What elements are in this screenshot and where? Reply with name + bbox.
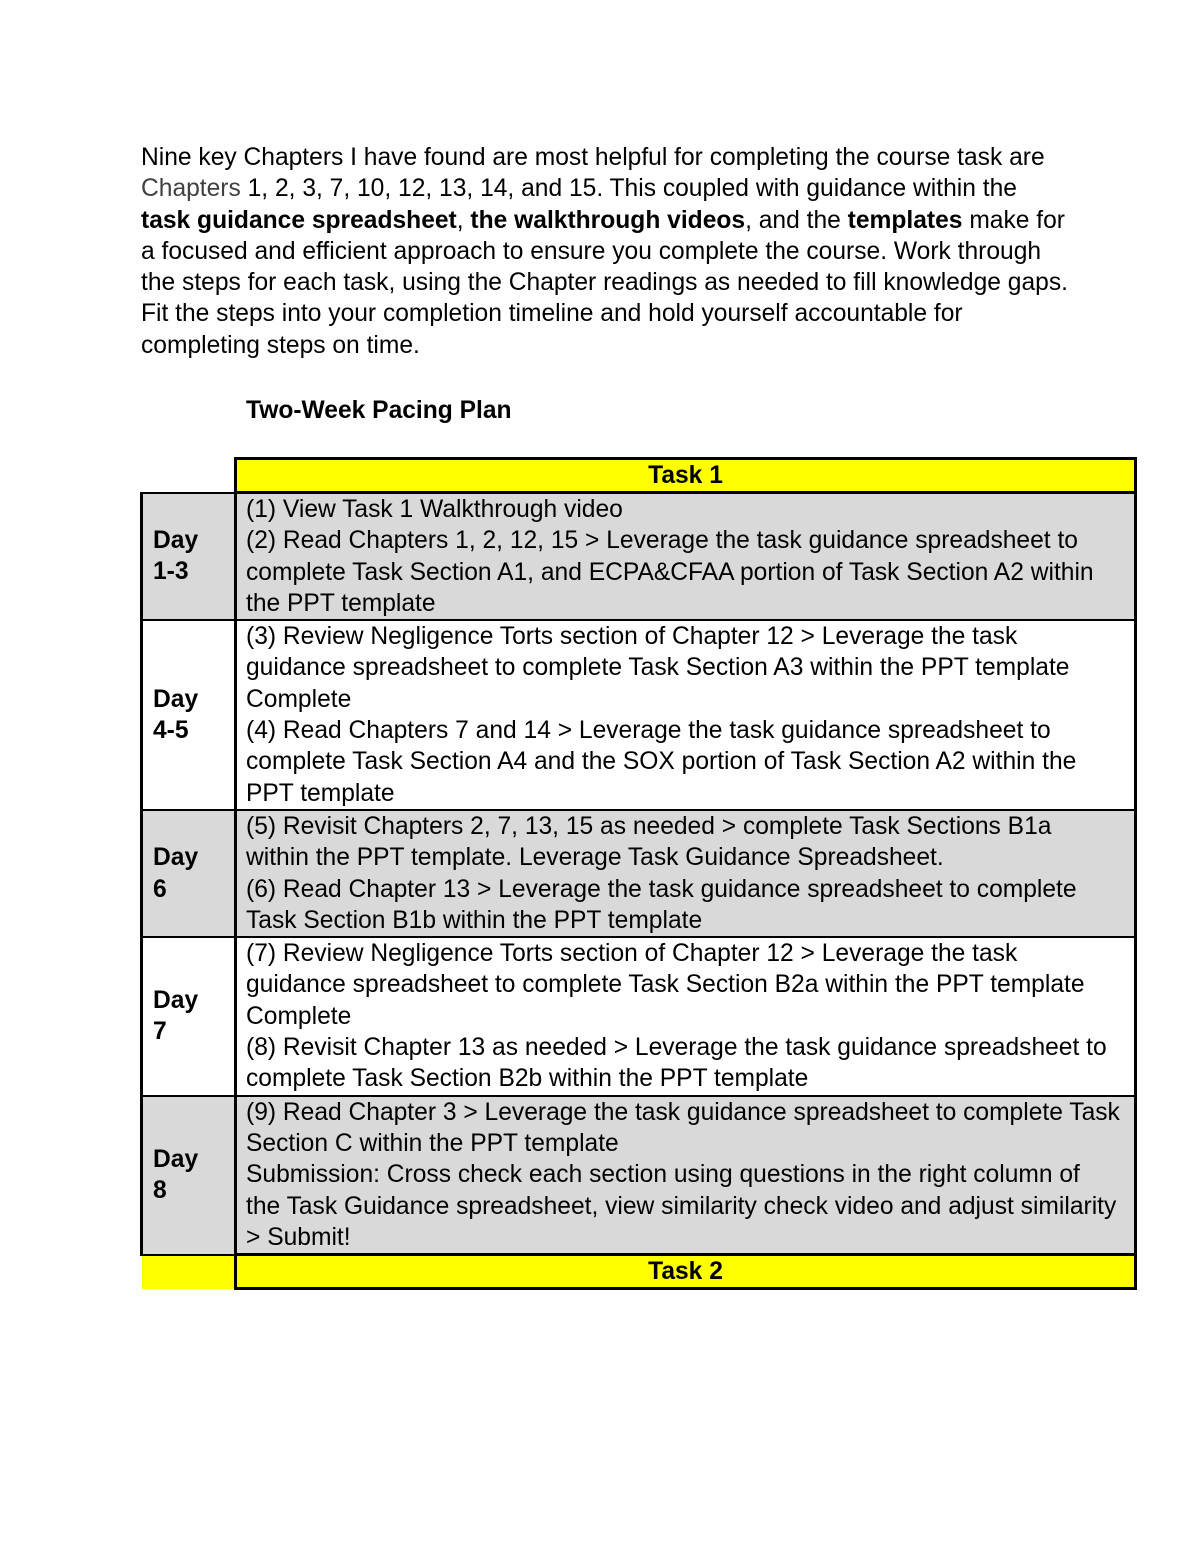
task2-header-blank — [142, 1255, 236, 1289]
steps-cell — [236, 1096, 1136, 1255]
day-cell — [142, 493, 236, 621]
day-range: 8 — [153, 1177, 167, 1205]
day-label: Day — [153, 844, 199, 872]
day-range: 4-5 — [153, 717, 189, 745]
table-row — [142, 1096, 1136, 1255]
day-label: Day — [153, 527, 199, 555]
intro-text-4: , and the — [745, 206, 848, 234]
steps-cell — [236, 810, 1136, 937]
table-row — [142, 620, 1136, 810]
table-row — [142, 493, 1136, 621]
day-range: 6 — [153, 875, 167, 903]
step-item: (5) Revisit Chapters 2, 7, 13, 15 as needed > complete Task Sections B1a within the PPT template. Leverage Task Guidance Spreadsheet. — [246, 812, 1052, 872]
steps-cell — [236, 620, 1136, 810]
task1-header-blank — [142, 459, 236, 493]
steps-cell — [236, 937, 1136, 1095]
intro-paragraph — [141, 142, 1071, 361]
intro-bold-walkthrough: the walkthrough videos — [470, 206, 746, 234]
day-cell — [142, 1096, 236, 1255]
day-label: Day — [153, 685, 199, 713]
step-item: (9) Read Chapter 3 > Leverage the task guidance spreadsheet to complete Task Section C within the PPT template — [246, 1098, 1120, 1157]
intro-bold-templates: templates — [847, 206, 963, 234]
task1-header: Task 1 — [236, 459, 1136, 493]
step-item: (2) Read Chapters 1, 2, 12, 15 > Leverage the task guidance spreadsheet to complete Task Section A1, and ECPA&CFAA portion of Task Section A2 within the PPT template — [246, 527, 1094, 617]
intro-text-3: , — [456, 206, 471, 234]
step-item: (1) View Task 1 Walkthrough video — [246, 496, 623, 523]
task1-header-row — [142, 459, 1136, 493]
step-item: (4) Read Chapters 7 and 14 > Leverage the task guidance spreadsheet to complete Task Section A4 and the SOX portion of Task Section A2 within the PPT template — [246, 717, 1077, 807]
task2-header-row — [142, 1255, 1136, 1289]
day-cell — [142, 620, 236, 810]
step-item: (6) Read Chapter 13 > Leverage the task guidance spreadsheet to complete Task Section B1b within the PPT template — [246, 875, 1077, 934]
plan-title: Two-Week Pacing Plan — [246, 397, 512, 424]
step-item: Submission: Cross check each section using questions in the right column of the Task Guidance spreadsheet, view similarity check video and adjust similarity > Submit! — [246, 1161, 1117, 1251]
step-item: (8) Revisit Chapter 13 as needed > Leverage the task guidance spreadsheet to complete Task Section B2b within the PPT template — [246, 1034, 1107, 1093]
day-range: 7 — [153, 1018, 167, 1046]
day-cell — [142, 937, 236, 1095]
pacing-plan-table — [140, 457, 1137, 1290]
day-label: Day — [153, 987, 199, 1015]
table-row — [142, 937, 1136, 1095]
step-item: (7) Review Negligence Torts section of Chapter 12 > Leverage the task guidance spreadsheet to complete Task Section B2a within the PPT template Complete — [246, 940, 1085, 1030]
table-row — [142, 810, 1136, 937]
intro-bold-task-guidance: task guidance spreadsheet — [141, 206, 457, 234]
day-label: Day — [153, 1145, 199, 1173]
step-item: (3) Review Negligence Torts section of Chapter 12 > Leverage the task guidance spreadsheet to complete Task Section A3 within the PPT template Complete — [246, 623, 1070, 713]
day-range: 1-3 — [153, 558, 189, 586]
intro-text-2: 1, 2, 3, 7, 10, 12, 13, 14, and 15. This coupled with guidance within the — [240, 175, 1017, 203]
intro-text-5: make for a focused and efficient approach to ensure you complete the course. Work through the steps for each task, using the Chapter readings as needed to fill knowledge gaps. Fit the steps into your completion timeline and hold yourself accountable for completing steps on time. — [141, 206, 1068, 359]
day-cell — [142, 810, 236, 937]
steps-cell — [236, 493, 1136, 621]
intro-chapters-word: Chapters — [141, 175, 241, 203]
task2-header: Task 2 — [236, 1255, 1136, 1289]
intro-text-1: Nine key Chapters I have found are most helpful for completing the course task are — [141, 144, 1045, 171]
